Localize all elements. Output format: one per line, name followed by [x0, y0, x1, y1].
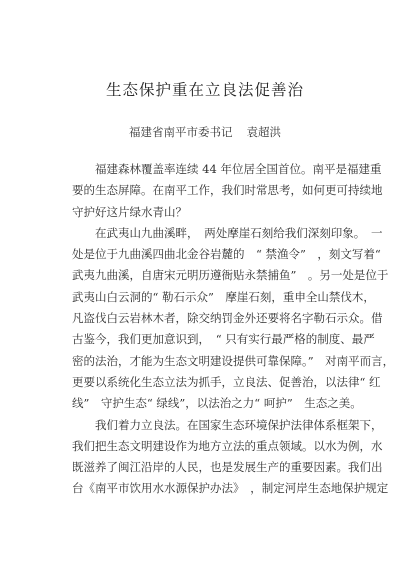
article-body [72, 159, 395, 500]
body-line: 武夷九曲溪，自唐宋元明历遵衙贴永禁捕鱼” 。另一处是位于 [72, 268, 389, 283]
body-line: 我们把生态文明建设作为地方立法的重点领域。以水为例，水 [72, 438, 383, 453]
author-name: 袁超洪 [246, 125, 281, 139]
body-line: 更要以系统化生态立法为抓手，立良法、促善治，以法律“ 红 [72, 374, 381, 389]
body-line: 凡盗伐白云岩林木者，除交纳罚金外还要将名字勒石示众。借 [72, 311, 383, 326]
body-line: 守护好这片绿水青山？ [72, 204, 187, 219]
body-line: 线” 守护生态“ 绿线”，以法治之力“ 呵护” 生态之美。 [72, 396, 362, 411]
body-line: 台《南平市饮用水水源保护办法》 ，制定河岸生态地保护规定 [72, 481, 389, 496]
body-line: 福建森林覆盖率连续 44 年位居全国首位。南平是福建重 [72, 162, 382, 176]
body-line: 我们着力立良法。在国家生态环境保护法律体系框架下， [72, 417, 383, 432]
body-line: 武夷山白云洞的“ 勒石示众” 摩崖石刻，重申全山禁伐木， [72, 289, 375, 304]
body-line: 处是位于九曲溪四曲北金谷岩麓的 “ 禁渔令” ，刻文写着“ [72, 247, 381, 262]
body-line: 古鉴今，我们更加意识到， “ 只有实行最严格的制度、最严 [72, 332, 375, 347]
article-byline [0, 124, 410, 140]
body-line: 要的生态屏障。在南平工作，我们时常思考，如何更可持续地 [72, 183, 383, 198]
article-title: 生态保护重在立良法促善治 [105, 81, 304, 99]
author-role: 福建省南平市委书记 [129, 125, 233, 139]
body-line: 在武夷山九曲溪畔， 两处摩崖石刻给我们深刻印象。 一 [72, 225, 383, 240]
body-line: 密的法治，才能为生态文明建设提供可靠保障。” 对南平而言， [72, 353, 395, 368]
body-line: 既滋养了闽江沿岸的人民，也是发展生产的重要因素。我们出 [72, 460, 383, 475]
